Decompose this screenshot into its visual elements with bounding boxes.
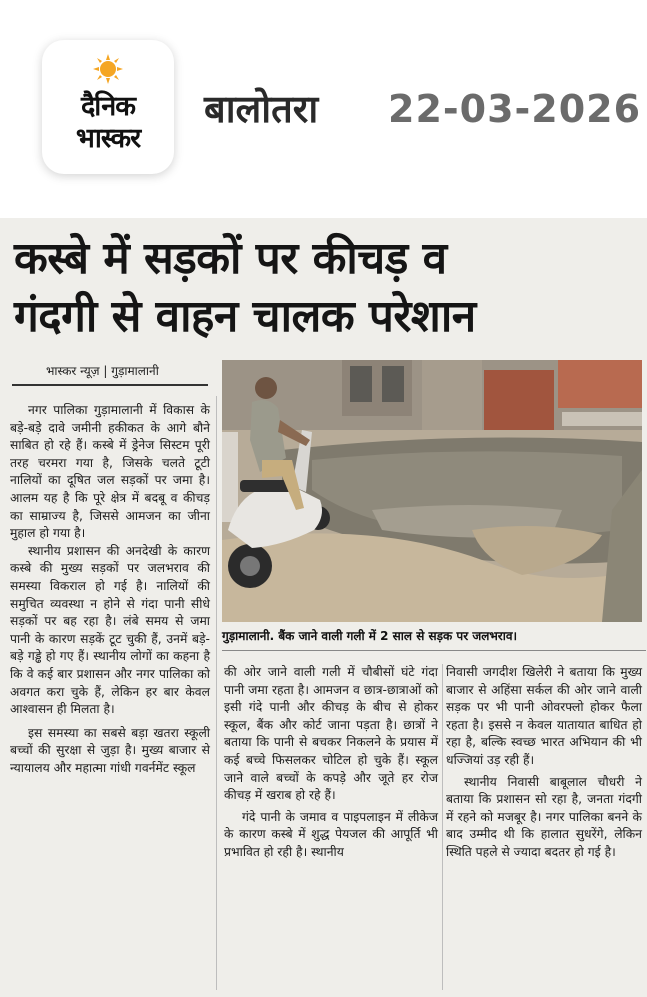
headline-line-2: गंदगी से वाहन चालक परेशान bbox=[14, 291, 476, 342]
headline-line-1: कस्बे में सड़कों पर कीचड़ व bbox=[14, 233, 447, 284]
edition-city: बालोतरा bbox=[204, 87, 319, 131]
column-3-paragraph: स्थानीय निवासी बाबूलाल चौधरी ने बताया कि प्रशासन सो रहा है, जनता गंदगी में रहने को मजबूर है। नगर पालिका बनने के बाद उम्मीद थी कि हालात सुधरेंगे, लेकिन स्थिति पहले से ज्यादा बदतर हो गई है। bbox=[446, 774, 642, 859]
sun-icon bbox=[93, 54, 123, 84]
caption-divider bbox=[222, 650, 646, 651]
flooded-street-illustration bbox=[222, 360, 642, 622]
column-1-paragraph: इस समस्या का सबसे बड़ा खतरा स्कूली बच्चों की सुरक्षा से जुड़ा है। मुख्य बाजार से न्यायालय और महात्मा गांधी गवर्नमेंट स्कूल bbox=[10, 725, 210, 775]
dainik-bhaskar-logo bbox=[42, 40, 174, 174]
article-byline: भास्कर न्यूज़ | गुड़ामालानी bbox=[46, 364, 159, 378]
article-column-3 bbox=[446, 664, 642, 862]
article-headline bbox=[14, 230, 634, 346]
column-1-paragraph: नगर पालिका गुड़ामालानी में विकास के बड़े-बड़े दावे जमीनी हकीकत के आगे बौने साबित हो रहे हैं। कस्बे में ड्रेनेज सिस्टम पूरी तरह चरमरा गया है, जिसके चलते टूटी नालियों का दूषित जल सड़कों पर जमा है। आलम यह है कि पूरे क्षेत्र में बदबू व कीचड़ का साम्राज्य है, जिससे आमजन का जीना मुहाल हो गया है। bbox=[10, 403, 210, 541]
article-column-1 bbox=[10, 402, 210, 777]
logo-text-line2: भास्कर bbox=[75, 123, 141, 154]
column-divider bbox=[216, 396, 217, 990]
logo-text-line1: दैनिक bbox=[80, 91, 136, 122]
article-column-2 bbox=[224, 664, 438, 862]
column-1-paragraph: स्थानीय प्रशासन की अनदेखी के कारण कस्बे की मुख्य सड़कों पर जलभराव की समस्या विकराल हो गई है। नालियों की समुचित व्यवस्था न होने से गंदा पानी सीधे सड़कों पर बह रहा है। लंबे समय से जमा पानी के कारण सड़कें टूट चुकी हैं, उनमें बड़े-बड़े गड्ढे हो गए हैं। स्थानीय लोगों का कहना है कि वे कई बार प्रशासन और नगर पालिका को अवगत करा चुके हैं, लेकिन हर बार केवल आश्वासन ही मिलता है। bbox=[10, 543, 210, 717]
article-photo bbox=[222, 360, 642, 622]
column-3-paragraph: निवासी जगदीश खिलेरी ने बताया कि मुख्य बाजार से अहिंसा सर्कल की ओर जाने वाली सड़क पर भी पानी ओवरफ्लो होकर फैला रहता है। इससे न केवल यातायात बाधित हो रहा है, बल्कि स्वच्छ भारत अभियान की भी धज्जियां उड़ रही हैं। bbox=[446, 665, 642, 767]
column-divider bbox=[442, 664, 443, 990]
photo-caption: गुड़ामालानी. बैंक जाने वाली गली में 2 साल से सड़क पर जलभराव। bbox=[222, 629, 518, 643]
masthead bbox=[0, 0, 647, 200]
edition-date: 22-03-2026 bbox=[388, 87, 642, 131]
byline-divider bbox=[12, 384, 208, 386]
column-2-paragraph: गंदे पानी के जमाव व पाइपलाइन में लीकेज के कारण कस्बे में शुद्ध पेयजल की आपूर्ति भी प्रभावित हो रही है। स्थानीय bbox=[224, 809, 438, 859]
column-2-paragraph: की ओर जाने वाली गली में चौबीसों घंटे गंदा पानी जमा रहता है। आमजन व छात्र-छात्राओं को इसी गंदे पानी और कीचड़ के बीच से होकर स्कूल, बैंक और कोर्ट जाना पड़ता है। छात्रों ने बताया कि पानी से बचकर निकलने के प्रयास में कई बच्चे फिसलकर चोटिल हो चुके हैं। स्कूल जाने वाले बच्चों के कपड़े और जूते हर रोज कीचड़ में खराब हो रहे हैं। bbox=[224, 665, 438, 803]
